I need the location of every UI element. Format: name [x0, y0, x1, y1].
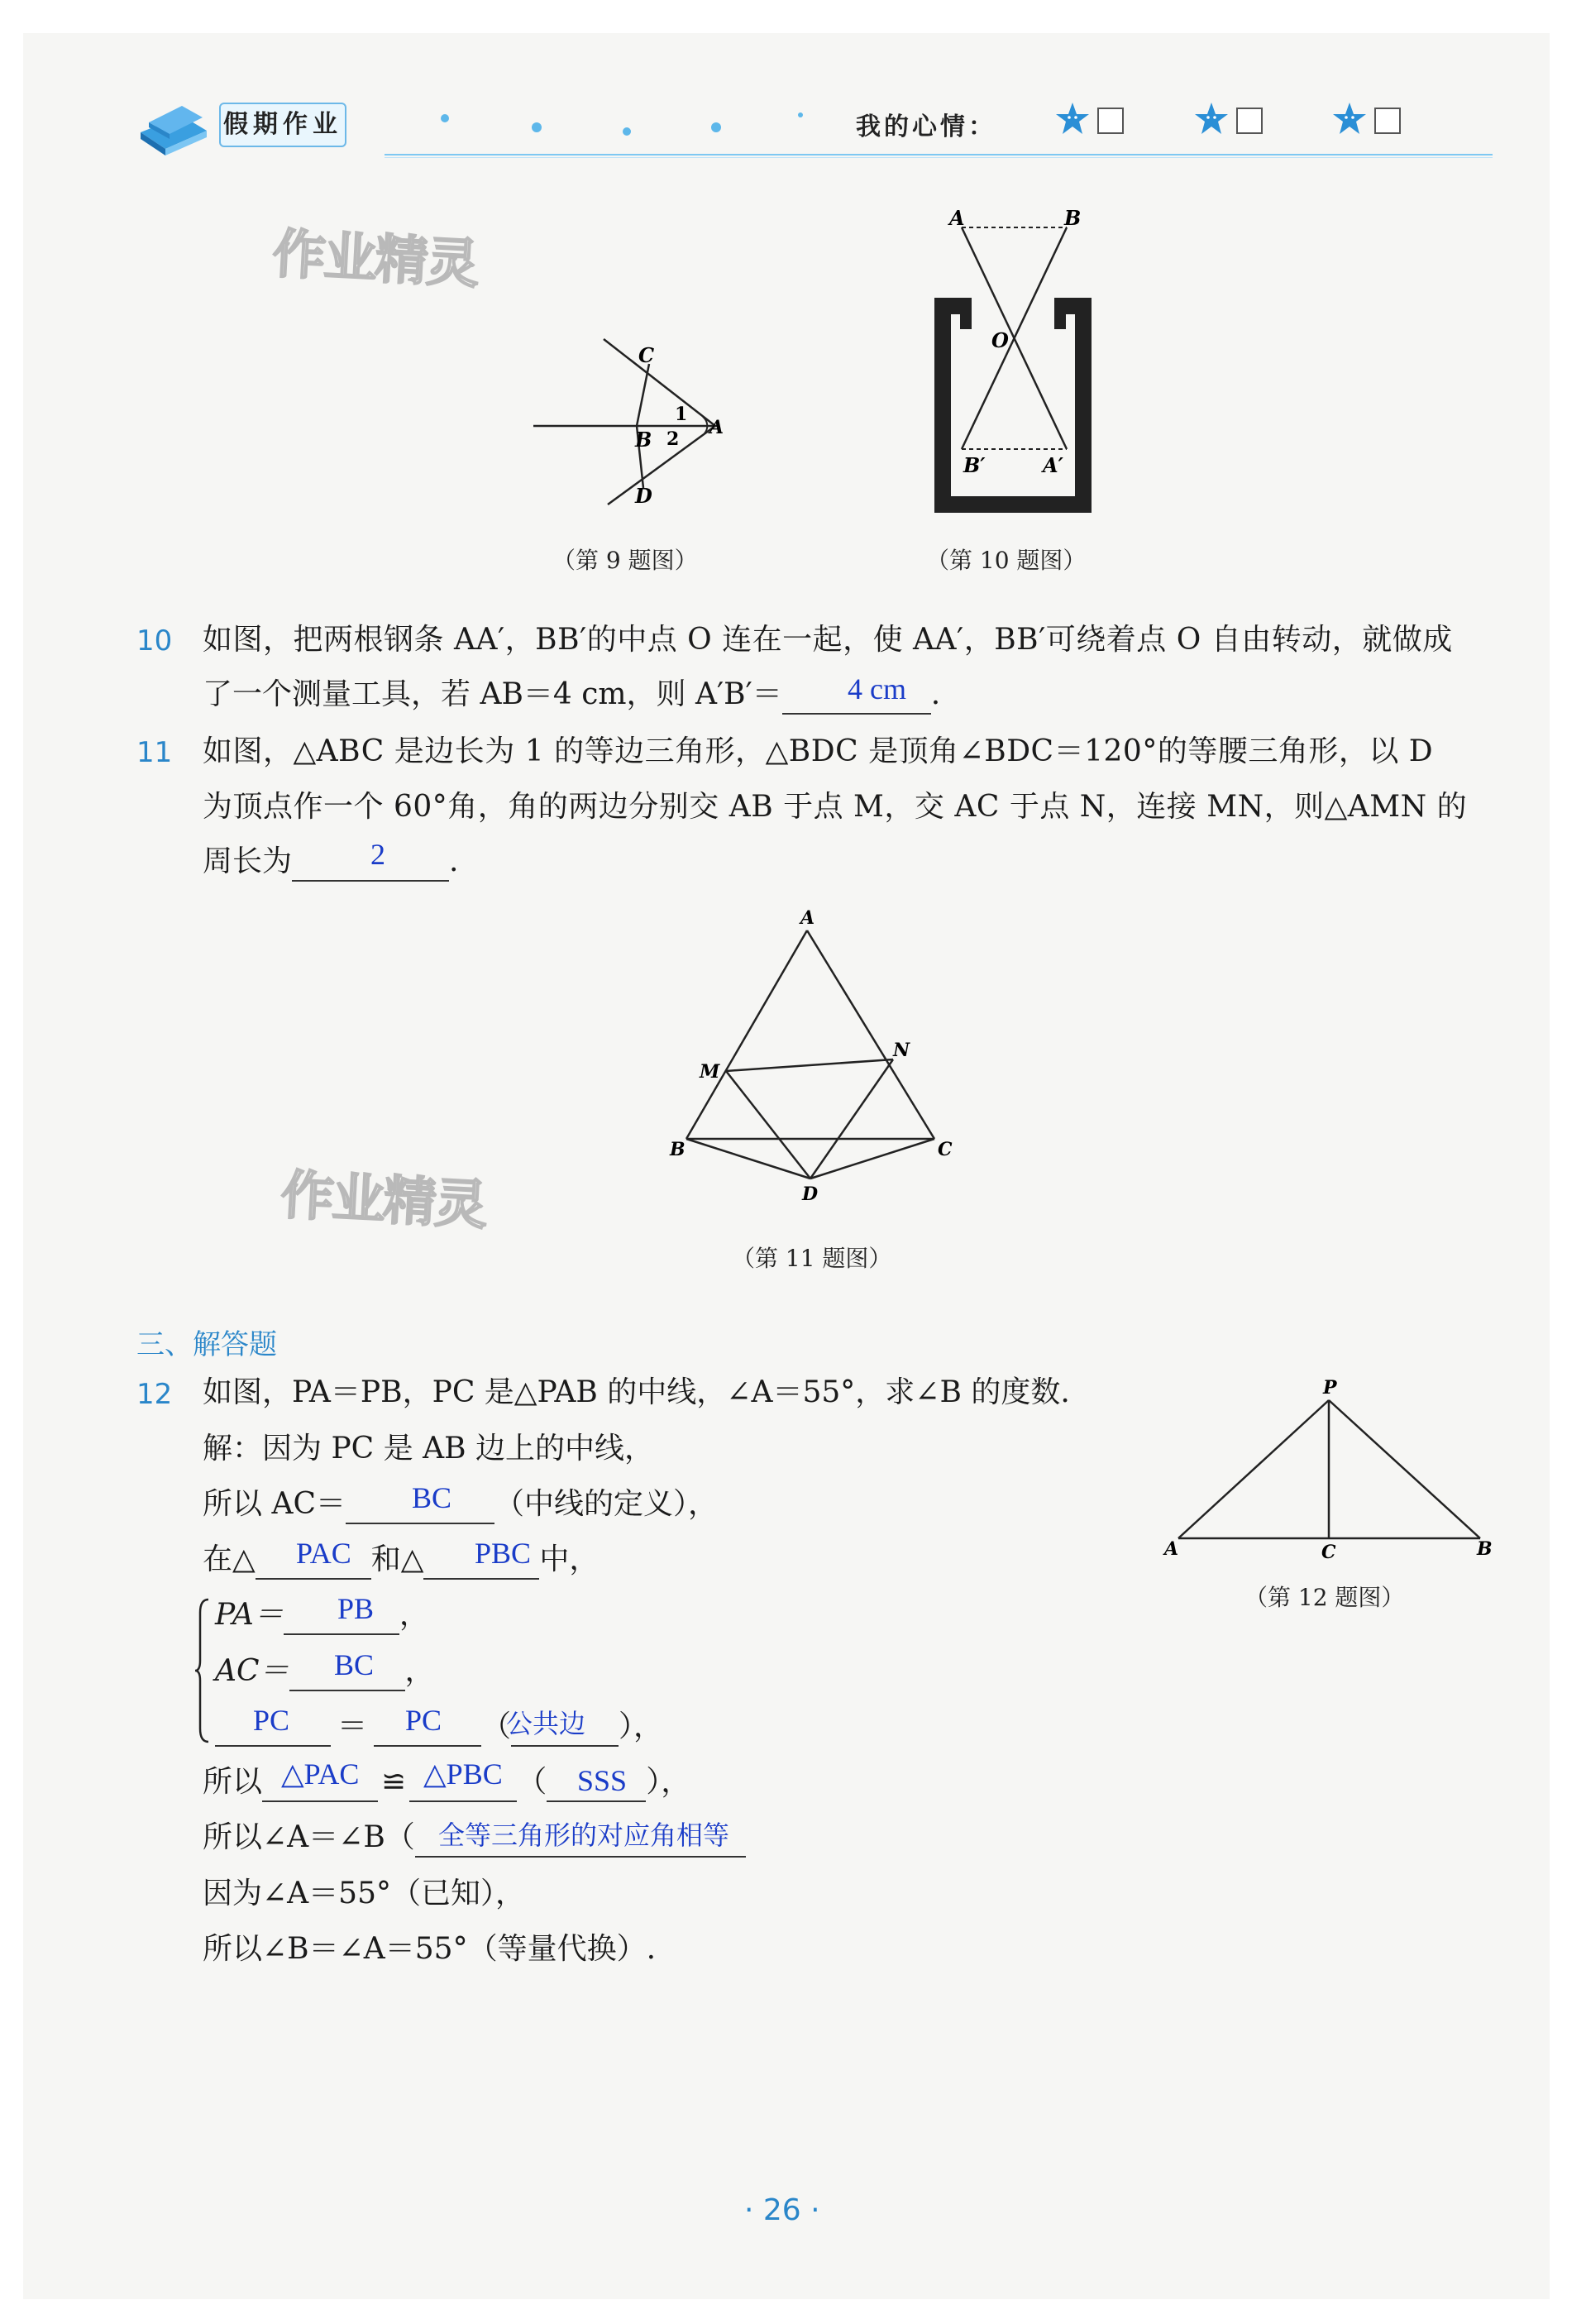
label: N — [893, 1040, 910, 1061]
decor-dot — [441, 114, 449, 122]
brace — [195, 1596, 212, 1745]
q12-text: ， — [404, 1654, 435, 1688]
decor-dot — [623, 127, 631, 136]
figure-caption: （第 12 题图） — [1244, 1584, 1405, 1611]
figure-10 — [922, 203, 1104, 521]
mood-label: 我的心情： — [856, 112, 996, 141]
q12-text: AC＝ — [215, 1654, 289, 1688]
answer-text: 公共边 — [506, 1708, 586, 1739]
label: A — [709, 417, 724, 438]
answer-text: PAC — [296, 1537, 351, 1570]
q11-line2: 为顶点作一个 60°角，角的两边分别交 AB 于点 M，交 AC 于点 N，连接 MN，则△AMN 的 — [203, 790, 1468, 824]
figure-caption: （第 11 题图） — [732, 1245, 892, 1272]
q12-line1: 解：因为 PC 是 AB 边上的中线， — [203, 1432, 654, 1466]
figure-caption: （第 9 题图） — [552, 547, 698, 574]
label: M — [700, 1061, 720, 1083]
q11-end: . — [449, 844, 459, 878]
q12-text: 所以 AC＝ — [203, 1487, 346, 1521]
label: B — [635, 428, 652, 452]
answer-text: 4 cm — [848, 672, 906, 705]
page-header — [136, 91, 1493, 165]
label: 2 — [666, 428, 680, 450]
q12-text: 所以∠A＝∠B（ — [203, 1820, 415, 1854]
decor-dot — [798, 112, 803, 117]
header-title: 假期作业 — [219, 103, 346, 147]
label: O — [991, 328, 1009, 352]
label: P — [1323, 1377, 1337, 1399]
header-rule — [385, 154, 1493, 155]
mood-checkbox[interactable] — [1374, 108, 1401, 134]
label: A — [949, 206, 965, 230]
q12-text: ）， — [646, 1765, 691, 1799]
q12-text: ＝ — [337, 1710, 368, 1743]
question-number: 10 — [136, 624, 173, 658]
figure-12 — [1158, 1369, 1497, 1567]
answer-text: 2 — [370, 838, 385, 871]
q12-text: ， — [399, 1598, 429, 1632]
answer-text: 全等三角形的对应角相等 — [438, 1820, 730, 1851]
q10-line2 — [203, 677, 940, 715]
label: D — [802, 1184, 819, 1205]
decor-dot — [711, 122, 721, 132]
q11-line3 — [203, 844, 458, 882]
answer-text: △PAC — [281, 1757, 360, 1791]
answer-text: PBC — [475, 1537, 532, 1570]
answer-text: BC — [412, 1481, 452, 1514]
star-icon — [1054, 101, 1091, 137]
q12-text: ≌ — [381, 1765, 407, 1799]
label: A — [800, 907, 815, 929]
q12-line3 — [203, 1542, 599, 1580]
q10-end: . — [930, 677, 941, 711]
label: B — [1477, 1538, 1493, 1560]
q12-text: 在△ — [203, 1542, 256, 1576]
label: C — [1321, 1542, 1336, 1563]
question-number: 12 — [136, 1378, 173, 1411]
q12-text: 所以 — [203, 1765, 263, 1799]
page-number: · 26 · — [744, 2193, 820, 2227]
q12-line4 — [215, 1597, 429, 1635]
q12-text: （ — [481, 1710, 512, 1743]
book-stack-icon — [136, 99, 211, 157]
answer-text: BC — [334, 1648, 375, 1681]
question-number: 11 — [136, 736, 173, 769]
mood-checkbox[interactable] — [1236, 108, 1263, 134]
star-icon — [1193, 101, 1230, 137]
label: 1 — [675, 404, 688, 425]
label: C — [938, 1139, 953, 1160]
figure-caption: （第 10 题图） — [926, 547, 1087, 574]
figure-9 — [529, 331, 744, 513]
q12-line10: 所以∠B＝∠A＝55°（等量代换）. — [203, 1932, 657, 1966]
q12-text: ）， — [619, 1710, 664, 1743]
header-rule — [385, 157, 1493, 158]
label: A — [1164, 1538, 1179, 1560]
q12-text: （ — [517, 1765, 547, 1799]
q10-text: 了一个测量工具，若 AB＝4 cm，则 A′B′＝ — [203, 677, 782, 711]
q12-line2 — [203, 1486, 718, 1524]
answer-text: △PBC — [423, 1757, 503, 1791]
decor-dot — [532, 122, 542, 132]
q12-text: 和△ — [370, 1542, 424, 1576]
label: B′ — [963, 453, 986, 477]
answer-text: SSS — [577, 1764, 628, 1797]
answer-text: PB — [337, 1592, 375, 1625]
label: B — [1064, 206, 1082, 230]
q12-text: PA＝ — [215, 1598, 284, 1632]
q10-line1: 如图，把两根钢条 AA′，BB′的中点 O 连在一起，使 AA′，BB′可绕着点 O 自由转动，就做成 — [203, 623, 1453, 657]
q12-line9: 因为∠A＝55°（已知）， — [203, 1877, 525, 1910]
star-icon — [1331, 101, 1368, 137]
watermark: 作业精灵 — [270, 223, 480, 296]
label: A′ — [1043, 453, 1063, 477]
label: B — [670, 1139, 686, 1160]
q12-line5 — [215, 1653, 435, 1691]
answer-text: PC — [253, 1704, 290, 1737]
q11-line1: 如图，△ABC 是边长为 1 的等边三角形，△BDC 是顶角∠BDC＝120°的等腰三角形，以 D — [203, 734, 1434, 768]
mood-checkbox[interactable] — [1097, 108, 1124, 134]
figure-11 — [662, 906, 967, 1212]
q11-text: 周长为 — [203, 844, 293, 878]
q12-text: 中， — [539, 1542, 600, 1576]
label: C — [638, 343, 655, 367]
q12-text: （中线的定义）， — [494, 1487, 719, 1521]
q12-question: 如图，PA＝PB，PC 是△PAB 的中线，∠A＝55°，求∠B 的度数. — [203, 1375, 1070, 1409]
watermark: 作业精灵 — [279, 1164, 488, 1237]
section-title: 三、解答题 — [136, 1328, 277, 1361]
label: D — [635, 484, 652, 508]
answer-text: PC — [405, 1704, 442, 1737]
